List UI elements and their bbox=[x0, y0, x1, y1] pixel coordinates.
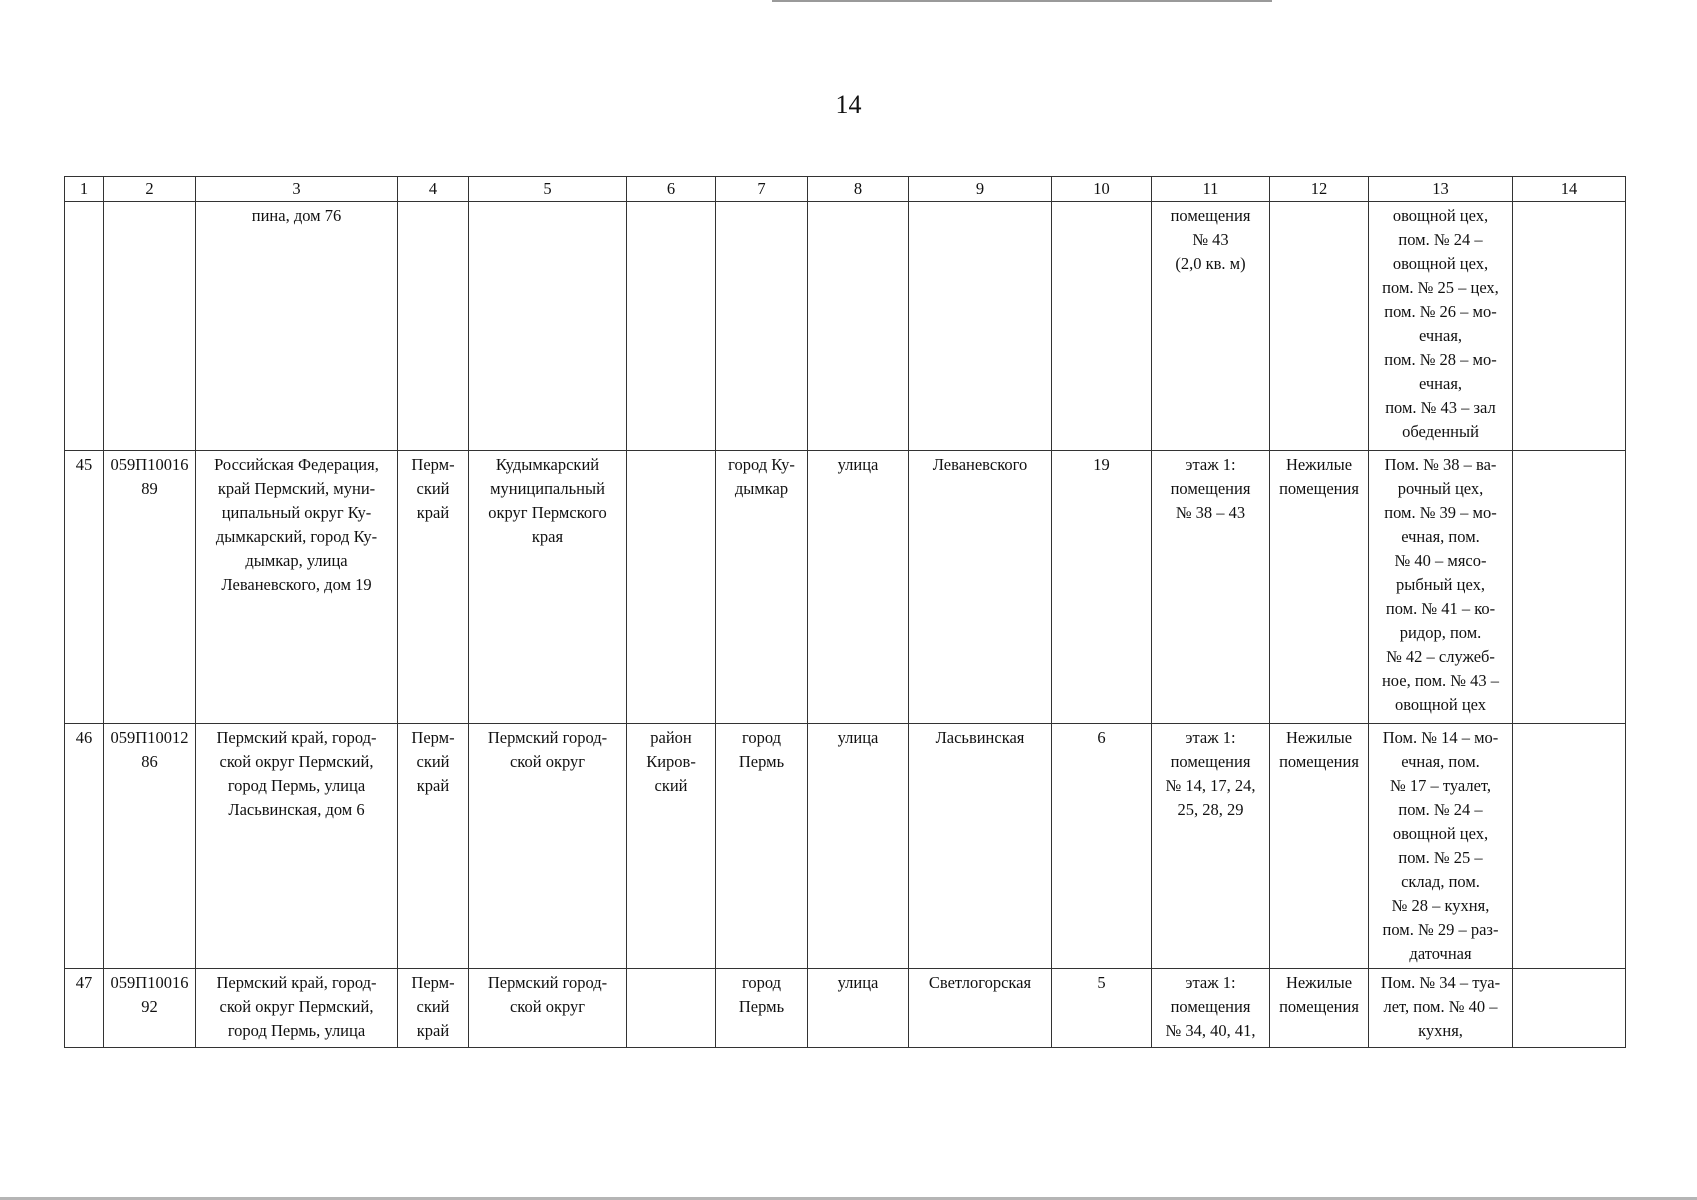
table-cell: район Киров- ский bbox=[627, 724, 716, 969]
column-header: 13 bbox=[1369, 177, 1513, 202]
table-cell bbox=[627, 202, 716, 451]
table-row bbox=[65, 202, 1626, 451]
table-cell bbox=[104, 202, 196, 451]
table-cell: овощной цех, пом. № 24 – овощной цех, пом. № 25 – цех, пом. № 26 – мо- ечная, пом. № 28 – мо- ечная, пом. № 43 – зал обеденный bbox=[1369, 202, 1513, 451]
column-header: 9 bbox=[909, 177, 1052, 202]
table-cell bbox=[65, 202, 104, 451]
table-cell: Кудымкарский муниципальный округ Пермского края bbox=[469, 451, 627, 724]
table-cell bbox=[1513, 451, 1626, 724]
column-header: 14 bbox=[1513, 177, 1626, 202]
table-cell: город Пермь bbox=[716, 724, 808, 969]
column-header: 1 bbox=[65, 177, 104, 202]
table-cell: Пермский город- ской округ bbox=[469, 724, 627, 969]
table-cell: 6 bbox=[1052, 724, 1152, 969]
table-cell: Пом. № 14 – мо- ечная, пом. № 17 – туалет, пом. № 24 – овощной цех, пом. № 25 – склад, пом. № 28 – кухня, пом. № 29 – раз- даточная bbox=[1369, 724, 1513, 969]
table-row bbox=[65, 969, 1626, 1048]
column-header: 3 bbox=[196, 177, 398, 202]
table-header bbox=[65, 177, 1626, 202]
table-cell: Пермский край, город- ской округ Пермский, город Пермь, улица Ласьвинская, дом 6 bbox=[196, 724, 398, 969]
table-cell: Перм- ский край bbox=[398, 724, 469, 969]
column-header: 5 bbox=[469, 177, 627, 202]
table-cell: 19 bbox=[1052, 451, 1152, 724]
table-cell: 059П10016 92 bbox=[104, 969, 196, 1048]
table-cell: Пермский город- ской округ bbox=[469, 969, 627, 1048]
table-cell: помещения № 43 (2,0 кв. м) bbox=[1152, 202, 1270, 451]
column-header: 4 bbox=[398, 177, 469, 202]
scan-edge-line bbox=[772, 0, 1272, 2]
table-cell bbox=[716, 202, 808, 451]
table-cell: Ласьвинская bbox=[909, 724, 1052, 969]
table-cell bbox=[398, 202, 469, 451]
table-cell bbox=[1513, 724, 1626, 969]
table-cell: этаж 1: помещения № 14, 17, 24, 25, 28, 29 bbox=[1152, 724, 1270, 969]
table-row bbox=[65, 451, 1626, 724]
table-cell: этаж 1: помещения № 38 – 43 bbox=[1152, 451, 1270, 724]
table-cell: Нежилые помещения bbox=[1270, 451, 1369, 724]
header-row bbox=[65, 177, 1626, 202]
table-row bbox=[65, 724, 1626, 969]
column-header: 11 bbox=[1152, 177, 1270, 202]
column-header: 12 bbox=[1270, 177, 1369, 202]
table-cell: улица bbox=[808, 724, 909, 969]
table-cell: город Пермь bbox=[716, 969, 808, 1048]
table-cell: Пермский край, город- ской округ Пермский, город Пермь, улица bbox=[196, 969, 398, 1048]
table-cell bbox=[1270, 202, 1369, 451]
table-cell: Российская Федерация, край Пермский, муни- ципальный округ Ку- дымкарский, город Ку- дымкар, улица Леваневского, дом 19 bbox=[196, 451, 398, 724]
table-cell: Нежилые помещения bbox=[1270, 724, 1369, 969]
table-cell: Светлогорская bbox=[909, 969, 1052, 1048]
table-cell: Пом. № 38 – ва- рочный цех, пом. № 39 – мо- ечная, пом. № 40 – мясо- рыбный цех, пом. № 41 – ко- ридор, пом. № 42 – служеб- ное, пом. № 43 – овощной цех bbox=[1369, 451, 1513, 724]
registry-table bbox=[64, 176, 1626, 1048]
table-cell: 46 bbox=[65, 724, 104, 969]
table-cell bbox=[909, 202, 1052, 451]
column-header: 6 bbox=[627, 177, 716, 202]
table-cell: Нежилые помещения bbox=[1270, 969, 1369, 1048]
table-cell bbox=[627, 969, 716, 1048]
table-cell bbox=[1513, 969, 1626, 1048]
table-cell bbox=[808, 202, 909, 451]
table-cell: улица bbox=[808, 969, 909, 1048]
table-cell: 059П10012 86 bbox=[104, 724, 196, 969]
table-cell: Пом. № 34 – туа- лет, пом. № 40 – кухня, bbox=[1369, 969, 1513, 1048]
column-header: 7 bbox=[716, 177, 808, 202]
table-cell bbox=[1052, 202, 1152, 451]
page-number: 14 bbox=[835, 90, 862, 119]
table-body bbox=[65, 202, 1626, 1048]
table-cell: улица bbox=[808, 451, 909, 724]
table-cell bbox=[469, 202, 627, 451]
table-cell: 059П10016 89 bbox=[104, 451, 196, 724]
column-header: 10 bbox=[1052, 177, 1152, 202]
table-cell: этаж 1: помещения № 34, 40, 41, bbox=[1152, 969, 1270, 1048]
table-cell: Леваневского bbox=[909, 451, 1052, 724]
table-cell: 5 bbox=[1052, 969, 1152, 1048]
table-cell: 45 bbox=[65, 451, 104, 724]
column-header: 2 bbox=[104, 177, 196, 202]
table-cell: пина, дом 76 bbox=[196, 202, 398, 451]
table-cell bbox=[1513, 202, 1626, 451]
column-header: 8 bbox=[808, 177, 909, 202]
table-cell bbox=[627, 451, 716, 724]
table-cell: город Ку- дымкар bbox=[716, 451, 808, 724]
table-cell: Перм- ский край bbox=[398, 451, 469, 724]
table-cell: 47 bbox=[65, 969, 104, 1048]
table-cell: Перм- ский край bbox=[398, 969, 469, 1048]
